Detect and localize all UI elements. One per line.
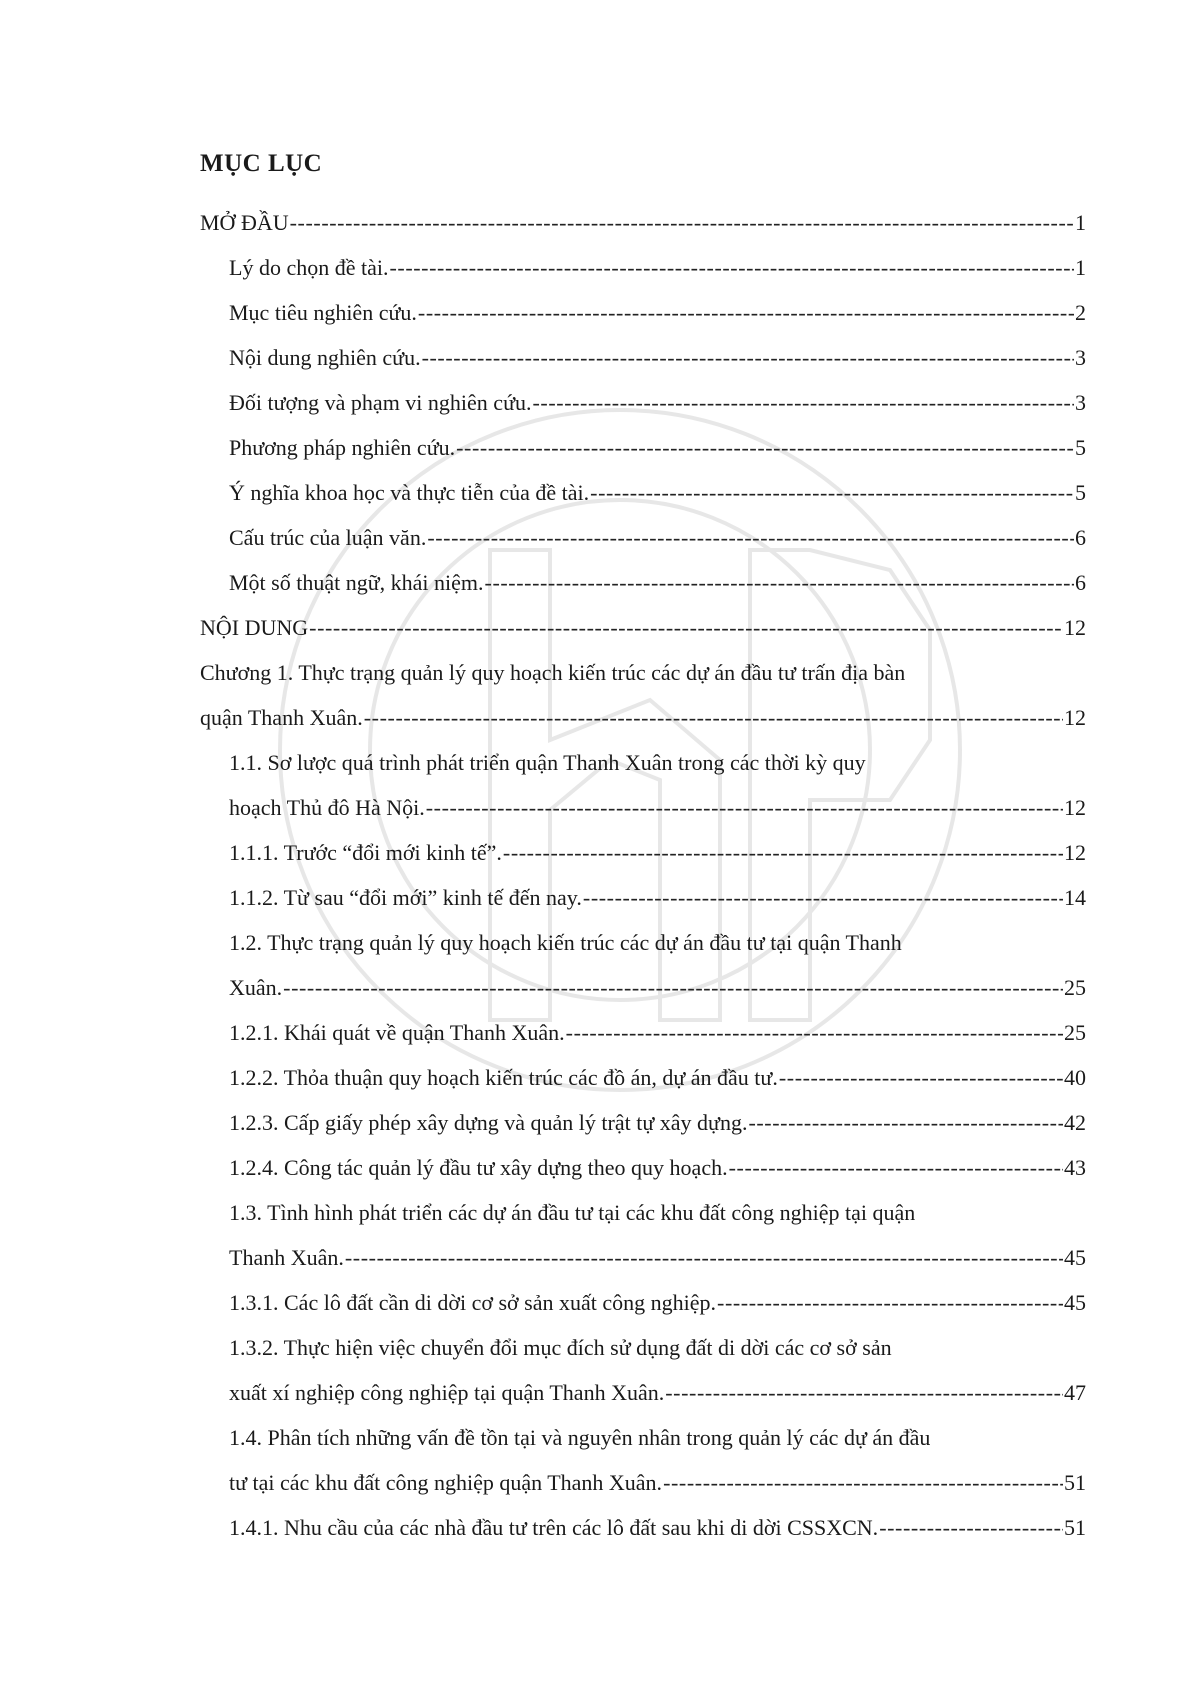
toc-entry[interactable] — [200, 200, 1086, 245]
toc-entry-text: Xuân. — [229, 975, 283, 1000]
toc-entry[interactable] — [200, 245, 1086, 290]
toc-entry-text: Cấu trúc của luận văn. — [229, 525, 427, 550]
toc-entry-text: Mục tiêu nghiên cứu. — [229, 300, 417, 325]
toc-entry-text: Đối tượng và phạm vi nghiên cứu. — [229, 390, 532, 415]
dot-leader — [389, 245, 1074, 290]
toc-entry[interactable] — [200, 1055, 1086, 1100]
toc-entry[interactable] — [200, 1010, 1086, 1055]
toc-entry-page: 14 — [1064, 885, 1086, 910]
toc-entry-text: 1.1.1. Trước “đổi mới kinh tế”. — [229, 840, 502, 865]
toc-entry-text: 1.3.1. Các lô đất cần di dời cơ sở sản xuất công nghiệp. — [229, 1290, 717, 1315]
toc-entry[interactable] — [200, 1370, 1086, 1415]
toc-entry-line1[interactable]: 1.2. Thực trạng quản lý quy hoạch kiến trúc các dự án đầu tư tại quận Thanh — [229, 930, 902, 955]
toc-entry-line1[interactable]: 1.1. Sơ lược quá trình phát triển quận Thanh Xuân trong các thời kỳ quy — [229, 750, 866, 775]
dot-leader — [283, 965, 1063, 1010]
toc-entry-page: 6 — [1075, 570, 1086, 595]
toc-entry-text: 1.4.1. Nhu cầu của các nhà đầu tư trên các lô đất sau khi di dời CSSXCN. — [229, 1515, 879, 1540]
toc-entry[interactable] — [200, 560, 1086, 605]
toc-entry-line1[interactable]: 1.3.2. Thực hiện việc chuyển đổi mục đích sử dụng đất di dời các cơ sở sản — [229, 1335, 892, 1360]
toc-entry[interactable] — [200, 380, 1086, 425]
toc-entry-text: 1.2.4. Công tác quản lý đầu tư xây dựng theo quy hoạch. — [229, 1155, 728, 1180]
toc-list — [200, 200, 1086, 1550]
toc-entry[interactable] — [200, 470, 1086, 515]
toc-entry-text: Phương pháp nghiên cứu. — [229, 435, 456, 460]
toc-entry[interactable] — [200, 830, 1086, 875]
toc-entry-page: 45 — [1064, 1290, 1086, 1315]
toc-entry-page: 12 — [1064, 705, 1086, 730]
toc-entry-page: 6 — [1075, 525, 1086, 550]
toc-entry-text: 1.1.2. Từ sau “đổi mới” kinh tế đến nay. — [229, 885, 582, 910]
toc-entry[interactable] — [200, 1505, 1086, 1550]
toc-entry-page: 25 — [1064, 975, 1086, 1000]
toc-entry-page: 25 — [1064, 1020, 1086, 1045]
toc-entry-page: 1 — [1075, 210, 1086, 235]
toc-entry-page: 1 — [1075, 255, 1086, 280]
dot-leader — [426, 785, 1063, 830]
dot-leader — [418, 290, 1074, 335]
toc-entry-text: Ý nghĩa khoa học và thực tiễn của đề tài. — [229, 480, 590, 505]
toc-entry[interactable] — [200, 965, 1086, 1010]
toc-entry[interactable] — [200, 1235, 1086, 1280]
dot-leader — [345, 1235, 1063, 1280]
toc-entry[interactable] — [200, 1145, 1086, 1190]
toc-entry-page: 12 — [1064, 615, 1086, 640]
toc-entry-page: 3 — [1075, 345, 1086, 370]
toc-title: MỤC LỤC — [200, 150, 323, 177]
dot-leader — [748, 1100, 1063, 1145]
toc-entry[interactable] — [200, 425, 1086, 470]
toc-entry[interactable] — [200, 290, 1086, 335]
toc-entry-text: Nội dung nghiên cứu. — [229, 345, 421, 370]
toc-entry-page: 5 — [1075, 480, 1086, 505]
toc-entry-page: 12 — [1064, 795, 1086, 820]
toc-entry-text: xuất xí nghiệp công nghiệp tại quận Thanh Xuân. — [229, 1380, 665, 1405]
toc-entry[interactable] — [200, 1460, 1086, 1505]
toc-entry-text: Thanh Xuân. — [229, 1245, 344, 1270]
toc-entry-page: 51 — [1064, 1515, 1086, 1540]
dot-leader — [485, 560, 1074, 605]
dot-leader — [590, 470, 1074, 515]
toc-entry-page: 3 — [1075, 390, 1086, 415]
toc-entry-text: 1.2.2. Thỏa thuận quy hoạch kiến trúc các đồ án, dự án đầu tư. — [229, 1065, 778, 1090]
dot-leader — [309, 605, 1063, 650]
dot-leader — [583, 875, 1063, 920]
toc-entry-page: 45 — [1064, 1245, 1086, 1270]
dot-leader — [779, 1055, 1063, 1100]
dot-leader — [364, 695, 1063, 740]
toc-entry-text: 1.2.3. Cấp giấy phép xây dựng và quản lý trật tự xây dựng. — [229, 1110, 748, 1135]
toc-entry-page: 5 — [1075, 435, 1086, 460]
dot-leader — [422, 335, 1074, 380]
toc-entry-line1[interactable]: 1.3. Tình hình phát triển các dự án đầu tư tại các khu đất công nghiệp tại quận — [229, 1200, 916, 1225]
toc-entry-text: Một số thuật ngữ, khái niệm. — [229, 570, 484, 595]
toc-entry-text: 1.2.1. Khái quát về quận Thanh Xuân. — [229, 1020, 565, 1045]
toc-entry-text: Lý do chọn đề tài. — [229, 255, 389, 280]
dot-leader — [456, 425, 1074, 470]
dot-leader — [879, 1505, 1063, 1550]
toc-entry[interactable] — [200, 875, 1086, 920]
dot-leader — [663, 1460, 1063, 1505]
dot-leader — [290, 200, 1074, 245]
toc-entry[interactable] — [200, 1100, 1086, 1145]
toc-entry-page: 43 — [1064, 1155, 1086, 1180]
toc-entry[interactable] — [200, 335, 1086, 380]
toc-entry-line1[interactable]: 1.4. Phân tích những vấn đề tồn tại và nguyên nhân trong quản lý các dự án đầu — [229, 1425, 931, 1450]
dot-leader — [533, 380, 1075, 425]
toc-entry-page: 40 — [1064, 1065, 1086, 1090]
dot-leader — [665, 1370, 1063, 1415]
toc-entry-text: NỘI DUNG — [200, 615, 309, 640]
toc-entry-page: 12 — [1064, 840, 1086, 865]
toc-page — [200, 138, 1086, 1550]
dot-leader — [717, 1280, 1063, 1325]
toc-entry-page: 51 — [1064, 1470, 1086, 1495]
toc-entry[interactable] — [200, 695, 1086, 740]
toc-entry[interactable] — [200, 605, 1086, 650]
toc-entry[interactable] — [200, 515, 1086, 560]
toc-entry[interactable] — [200, 785, 1086, 830]
toc-entry-page: 42 — [1064, 1110, 1086, 1135]
dot-leader — [566, 1010, 1063, 1055]
toc-entry[interactable] — [200, 1280, 1086, 1325]
toc-entry-text: MỞ ĐẦU — [200, 210, 289, 235]
dot-leader — [729, 1145, 1063, 1190]
toc-entry-text: quận Thanh Xuân. — [200, 705, 363, 730]
toc-entry-line1[interactable]: Chương 1. Thực trạng quản lý quy hoạch kiến trúc các dự án đầu tư trấn địa bàn — [200, 660, 906, 685]
dot-leader — [427, 515, 1074, 560]
toc-entry-page: 47 — [1064, 1380, 1086, 1405]
dot-leader — [503, 830, 1063, 875]
toc-entry-text: hoạch Thủ đô Hà Nội. — [229, 795, 425, 820]
toc-entry-text: tư tại các khu đất công nghiệp quận Thanh Xuân. — [229, 1470, 663, 1495]
toc-entry-page: 2 — [1075, 300, 1086, 325]
